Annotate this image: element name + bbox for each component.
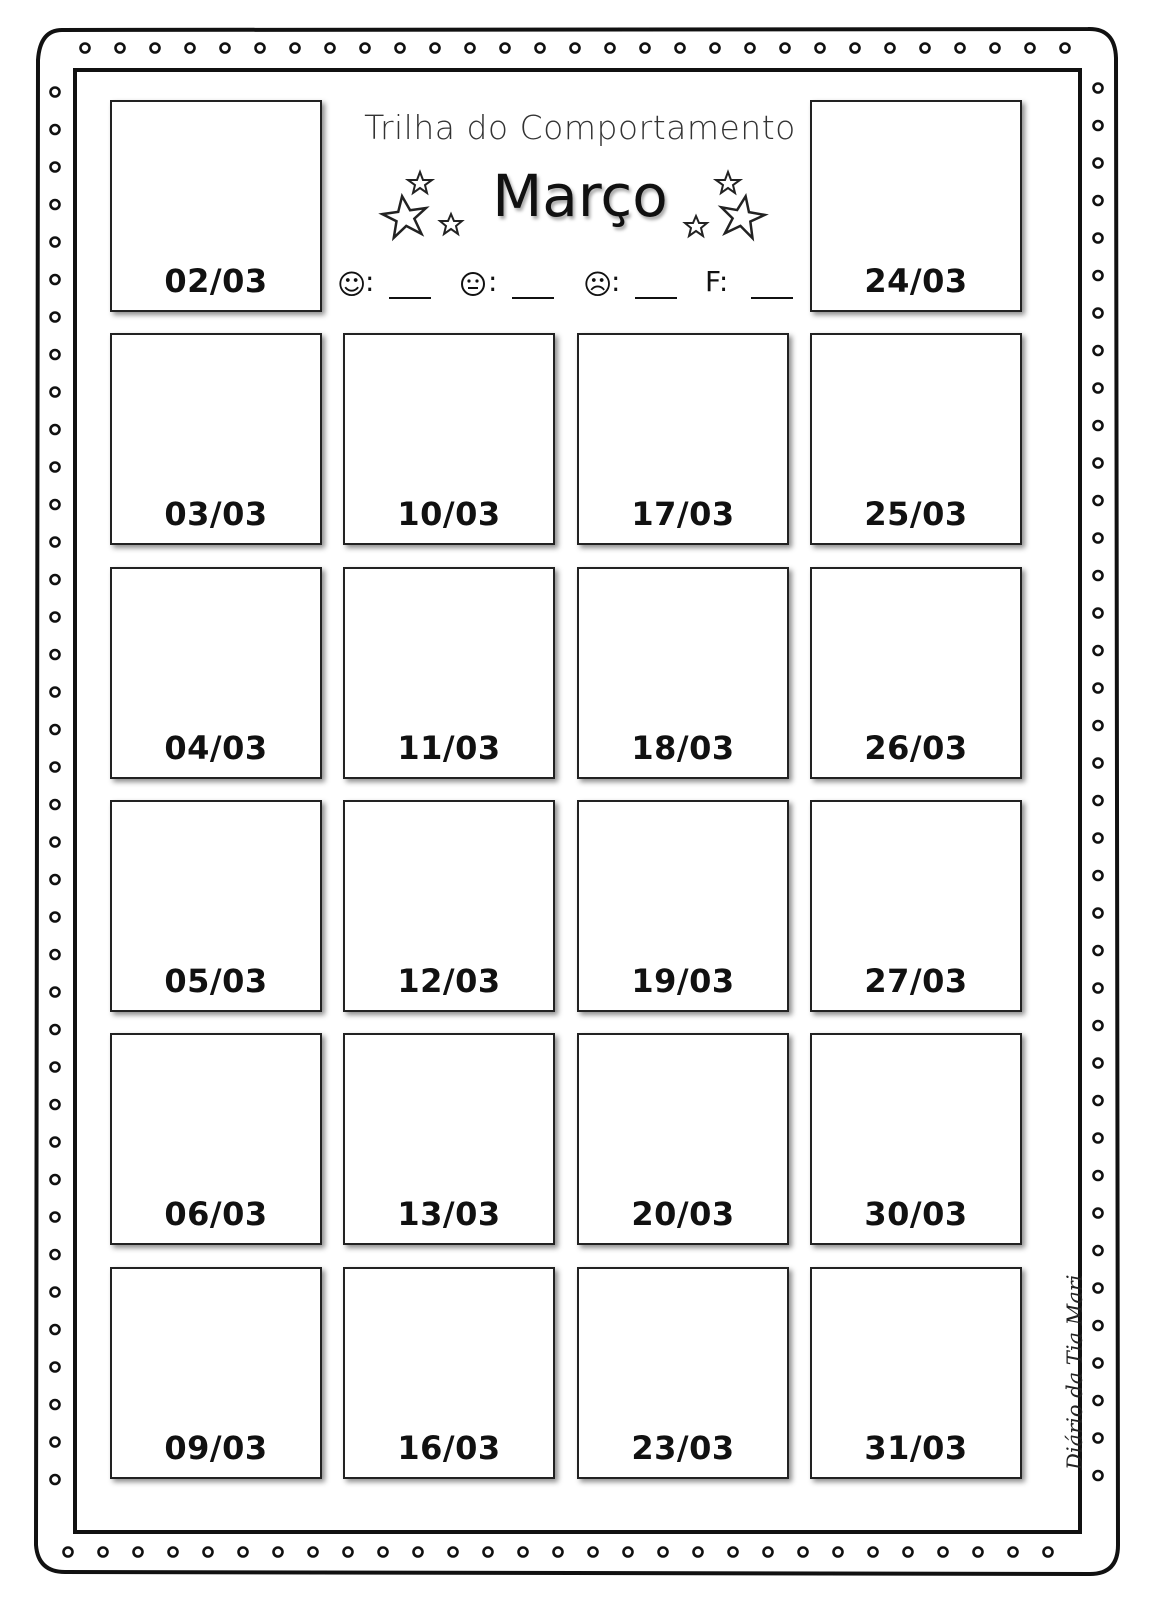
- border-dot: [1094, 609, 1103, 618]
- border-dot: [1026, 44, 1035, 53]
- border-dot: [1094, 459, 1103, 468]
- border-dot: [51, 1025, 60, 1034]
- border-dot: [51, 500, 60, 509]
- border-dot: [51, 650, 60, 659]
- border-dot: [1094, 421, 1103, 430]
- day-box[interactable]: [110, 333, 322, 545]
- border-dot: [449, 1548, 458, 1557]
- border-dot: [1094, 684, 1103, 693]
- border-dot: [169, 1548, 178, 1557]
- day-box[interactable]: [343, 800, 555, 1012]
- day-date: 02/03: [164, 262, 268, 300]
- day-date: 25/03: [864, 495, 968, 533]
- border-dot: [51, 1100, 60, 1109]
- border-dot: [51, 688, 60, 697]
- border-dot: [484, 1548, 493, 1557]
- border-dot: [1094, 909, 1103, 918]
- header: [337, 100, 815, 315]
- star-small-icon: [716, 172, 740, 193]
- border-dot: [781, 44, 790, 53]
- month-heading: Março: [492, 162, 668, 230]
- day-box[interactable]: [810, 1267, 1022, 1479]
- border-dot: [1094, 1396, 1103, 1405]
- border-dot: [51, 1400, 60, 1409]
- tally-happy-label: :: [365, 265, 375, 298]
- border-dot: [1094, 534, 1103, 543]
- day-date: 10/03: [397, 495, 501, 533]
- border-dot: [1094, 234, 1103, 243]
- day-date: 09/03: [164, 1429, 268, 1467]
- border-dot: [51, 125, 60, 134]
- tally-neutral: [460, 265, 570, 305]
- border-dot: [746, 44, 755, 53]
- border-dot: [1094, 159, 1103, 168]
- border-dot: [51, 1475, 60, 1484]
- border-dot: [1094, 834, 1103, 843]
- border-dot: [51, 1250, 60, 1259]
- border-dot: [51, 913, 60, 922]
- border-dot: [51, 1138, 60, 1147]
- day-date: 23/03: [631, 1429, 735, 1467]
- border-dot: [51, 1325, 60, 1334]
- border-dot: [624, 1548, 633, 1557]
- border-dot: [1094, 496, 1103, 505]
- tally-neutral-label: :: [488, 265, 498, 298]
- border-dot: [1094, 796, 1103, 805]
- border-dot: [326, 44, 335, 53]
- border-dot: [134, 1548, 143, 1557]
- border-dot: [309, 1548, 318, 1557]
- border-dot: [81, 44, 90, 53]
- day-date: 16/03: [397, 1429, 501, 1467]
- day-box[interactable]: [577, 1267, 789, 1479]
- day-box[interactable]: [577, 1033, 789, 1245]
- star-large-icon: [717, 192, 767, 239]
- border-dot: [1094, 1059, 1103, 1068]
- border-dot: [51, 875, 60, 884]
- border-dot: [221, 44, 230, 53]
- day-box[interactable]: [110, 1033, 322, 1245]
- neutral-face-icon: [460, 268, 486, 304]
- day-date: 31/03: [864, 1429, 968, 1467]
- day-box[interactable]: [110, 1267, 322, 1479]
- day-date: 17/03: [631, 495, 735, 533]
- border-dot: [554, 1548, 563, 1557]
- border-dot: [51, 988, 60, 997]
- border-dot: [1094, 1359, 1103, 1368]
- border-dot: [1094, 1209, 1103, 1218]
- border-dot: [1094, 759, 1103, 768]
- border-dot: [51, 425, 60, 434]
- day-date: 05/03: [164, 962, 268, 1000]
- day-box[interactable]: [577, 800, 789, 1012]
- border-dot: [1094, 871, 1103, 880]
- border-dot: [51, 350, 60, 359]
- border-dot: [904, 1548, 913, 1557]
- border-dot: [256, 44, 265, 53]
- day-box[interactable]: [343, 1267, 555, 1479]
- border-dot: [1094, 946, 1103, 955]
- border-dot: [1094, 384, 1103, 393]
- border-dot: [659, 1548, 668, 1557]
- border-dot: [1044, 1548, 1053, 1557]
- border-dot: [51, 613, 60, 622]
- tally-row: [337, 265, 815, 305]
- border-dot: [886, 44, 895, 53]
- border-dot: [834, 1548, 843, 1557]
- border-dot: [536, 44, 545, 53]
- border-dot: [51, 275, 60, 284]
- day-box[interactable]: [810, 800, 1022, 1012]
- day-date: 03/03: [164, 495, 268, 533]
- border-dot: [1094, 721, 1103, 730]
- border-dot: [116, 44, 125, 53]
- border-dot: [1009, 1548, 1018, 1557]
- border-dot: [51, 800, 60, 809]
- border-dot: [51, 463, 60, 472]
- border-dot: [51, 313, 60, 322]
- border-dot: [396, 44, 405, 53]
- author-credit: Diário da Tia Mari: [1063, 1274, 1087, 1470]
- day-date: 12/03: [397, 962, 501, 1000]
- border-dot: [501, 44, 510, 53]
- border-dot: [291, 44, 300, 53]
- day-box[interactable]: [110, 100, 322, 312]
- day-date: 19/03: [631, 962, 735, 1000]
- border-dot: [676, 44, 685, 53]
- tally-sad-blank[interactable]: [635, 297, 677, 299]
- border-dot: [869, 1548, 878, 1557]
- border-dot: [379, 1548, 388, 1557]
- stars-right-icon: [680, 162, 790, 252]
- day-date: 30/03: [864, 1195, 968, 1233]
- border-dot: [974, 1548, 983, 1557]
- day-box[interactable]: [810, 1033, 1022, 1245]
- day-box[interactable]: [577, 333, 789, 545]
- day-box[interactable]: [110, 800, 322, 1012]
- sad-face-icon: ☹: [583, 268, 613, 301]
- day-date: 27/03: [864, 962, 968, 1000]
- day-box[interactable]: [810, 333, 1022, 545]
- border-dot: [431, 44, 440, 53]
- border-dot: [204, 1548, 213, 1557]
- tally-neutral-blank[interactable]: [512, 297, 554, 299]
- border-dot: [186, 44, 195, 53]
- tally-absence-blank[interactable]: [751, 297, 793, 299]
- day-box[interactable]: [343, 333, 555, 545]
- border-dot: [1094, 121, 1103, 130]
- border-dot: [1094, 984, 1103, 993]
- border-dot: [51, 1363, 60, 1372]
- day-box[interactable]: [577, 567, 789, 779]
- border-dot: [921, 44, 930, 53]
- border-dot: [51, 238, 60, 247]
- border-dot: [51, 763, 60, 772]
- border-dot: [344, 1548, 353, 1557]
- border-dot: [589, 1548, 598, 1557]
- border-dot: [799, 1548, 808, 1557]
- border-dot: [51, 538, 60, 547]
- border-dot: [1094, 1284, 1103, 1293]
- day-box[interactable]: [343, 567, 555, 779]
- tally-absence: [705, 265, 815, 305]
- border-dot: [51, 838, 60, 847]
- tally-sad-label: :: [611, 265, 621, 298]
- border-dot: [51, 725, 60, 734]
- border-dot: [51, 200, 60, 209]
- border-dot: [239, 1548, 248, 1557]
- border-dot: [1094, 1471, 1103, 1480]
- border-dot: [414, 1548, 423, 1557]
- page-title: Trilha do Comportamento: [364, 108, 796, 147]
- tally-sad: [583, 265, 693, 305]
- border-dot: [274, 1548, 283, 1557]
- border-dot: [466, 44, 475, 53]
- border-dot: [1094, 1434, 1103, 1443]
- tally-absence-label: F:: [705, 265, 729, 298]
- day-date: 26/03: [864, 729, 968, 767]
- border-dot: [1094, 84, 1103, 93]
- border-dot: [694, 1548, 703, 1557]
- border-dot: [361, 44, 370, 53]
- border-dot: [939, 1548, 948, 1557]
- tally-happy: [337, 265, 447, 305]
- border-dot: [1094, 309, 1103, 318]
- day-date: 11/03: [397, 729, 501, 767]
- border-dot: [51, 163, 60, 172]
- border-dot: [51, 1438, 60, 1447]
- border-dot: [851, 44, 860, 53]
- day-date: 24/03: [864, 262, 968, 300]
- border-dot: [99, 1548, 108, 1557]
- border-dot: [1094, 1096, 1103, 1105]
- day-date: 20/03: [631, 1195, 735, 1233]
- star-small-icon: [685, 216, 707, 236]
- border-dot: [151, 44, 160, 53]
- border-dot: [1094, 271, 1103, 280]
- border-dot: [1094, 646, 1103, 655]
- border-dot: [519, 1548, 528, 1557]
- day-date: 04/03: [164, 729, 268, 767]
- border-dot: [1094, 1021, 1103, 1030]
- border-dot: [956, 44, 965, 53]
- border-dot: [51, 1213, 60, 1222]
- border-dot: [51, 1288, 60, 1297]
- day-box[interactable]: [810, 100, 1022, 312]
- border-dot: [51, 950, 60, 959]
- border-dot: [711, 44, 720, 53]
- border-dot: [1094, 1134, 1103, 1143]
- day-date: 13/03: [397, 1195, 501, 1233]
- day-box[interactable]: [810, 567, 1022, 779]
- border-dot: [1094, 571, 1103, 580]
- border-dot: [991, 44, 1000, 53]
- border-dot: [64, 1548, 73, 1557]
- border-dot: [51, 388, 60, 397]
- border-dot: [764, 1548, 773, 1557]
- border-dot: [816, 44, 825, 53]
- border-dot: [51, 575, 60, 584]
- border-dot: [606, 44, 615, 53]
- border-dot: [1094, 1321, 1103, 1330]
- border-dot: [1061, 44, 1070, 53]
- border-dot: [1094, 1246, 1103, 1255]
- border-dot: [641, 44, 650, 53]
- day-date: 18/03: [631, 729, 735, 767]
- tally-happy-blank[interactable]: [389, 297, 431, 299]
- day-box[interactable]: [343, 1033, 555, 1245]
- happy-face-icon: ☺: [337, 268, 367, 301]
- day-box[interactable]: [110, 567, 322, 779]
- border-dot: [1094, 196, 1103, 205]
- border-dot: [1094, 1171, 1103, 1180]
- border-dot: [729, 1548, 738, 1557]
- border-dot: [51, 1175, 60, 1184]
- day-date: 06/03: [164, 1195, 268, 1233]
- border-dot: [51, 1063, 60, 1072]
- border-dot: [1094, 346, 1103, 355]
- border-dot: [571, 44, 580, 53]
- border-dot: [51, 88, 60, 97]
